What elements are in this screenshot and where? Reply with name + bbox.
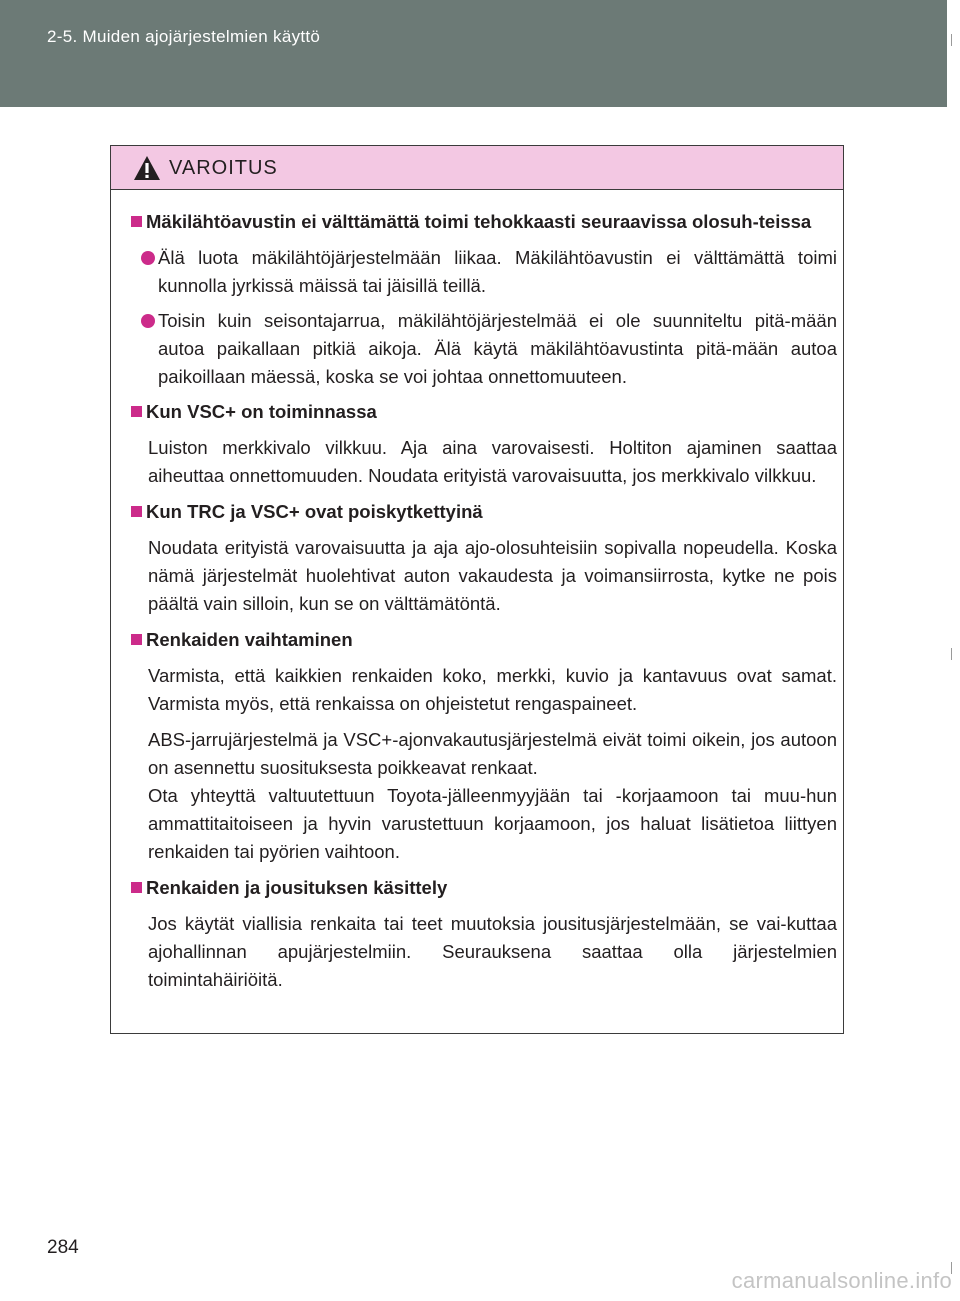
dot-bullet-icon	[141, 251, 155, 265]
section-heading	[131, 208, 837, 236]
section-hill-start-assist	[131, 208, 837, 391]
section-tire-replacement	[131, 626, 837, 866]
square-bullet-icon	[131, 882, 142, 893]
list-item	[141, 307, 837, 391]
page-number: 284	[47, 1237, 79, 1258]
section-heading	[131, 626, 837, 654]
section-tires-suspension	[131, 874, 837, 994]
square-bullet-icon	[131, 406, 142, 417]
section-title: 2-5. Muiden ajojärjestelmien käyttö	[47, 27, 321, 46]
warning-header	[111, 146, 843, 190]
paragraph: ABS-jarrujärjestelmä ja VSC+-ajonvakautusjärjestelmä eivät toimi oikein, jos autoon on asennettu suosituksesta poikkeavat renkaat.	[148, 729, 837, 778]
section-heading-text: Kun TRC ja VSC+ ovat poiskytkettyinä	[146, 501, 483, 522]
section-heading	[131, 874, 837, 902]
section-heading-text: Kun VSC+ on toiminnassa	[146, 401, 377, 422]
section-heading-text: Renkaiden ja jousituksen käsittely	[146, 877, 448, 898]
watermark: carmanualsonline.info	[731, 1268, 952, 1293]
bullet-text: Toisin kuin seisontajarrua, mäkilähtöjärjestelmää ei ole suunniteltu pitä-mään autoa paikallaan pitkiä aikoja. Älä käytä mäkilähtöavustinta pitä-mään autoa paikoillaan mäessä, koska se voi johtaa onnettomuuteen.	[158, 310, 837, 387]
paragraph: Varmista, että kaikkien renkaiden koko, merkki, kuvio ja kantavuus ovat samat. Varmista myös, että renkaissa on ohjeistetut rengaspaineet.	[148, 665, 837, 714]
edge-tick	[951, 648, 952, 660]
dot-bullet-icon	[141, 314, 155, 328]
section-heading	[131, 398, 837, 426]
paragraph: Luiston merkkivalo vilkkuu. Aja aina varovaisesti. Holtiton ajaminen saattaa aiheuttaa onnettomuuden. Noudata erityistä varovaisuutta, jos merkkivalo vilkkuu.	[148, 437, 837, 486]
warning-body	[111, 190, 843, 994]
section-vsc-active	[131, 398, 837, 490]
header-band	[0, 0, 947, 107]
warning-box	[110, 145, 844, 1034]
warning-title: VAROITUS	[169, 157, 278, 179]
square-bullet-icon	[131, 216, 142, 227]
paragraph: Noudata erityistä varovaisuutta ja aja ajo-olosuhteisiin sopivalla nopeudella. Koska nämä järjestelmät huolehtivat auton vakaudesta ja voimansiirrosta, kytke ne pois päältä vain silloin, kun se on välttämätöntä.	[148, 537, 837, 614]
paragraph: Jos käytät viallisia renkaita tai teet muutoksia jousitusjärjestelmään, se vai-kuttaa ajohallinnan apujärjestelmiin. Seurauksena saattaa olla järjestelmien toimintahäiriöitä.	[148, 913, 837, 990]
square-bullet-icon	[131, 634, 142, 645]
list-item	[141, 244, 837, 300]
bullet-text: Älä luota mäkilähtöjärjestelmään liikaa. Mäkilähtöavustin ei välttämättä toimi kunnolla jyrkissä mäissä tai jäisillä teillä.	[158, 247, 837, 296]
section-heading-text: Mäkilähtöavustin ei välttämättä toimi tehokkaasti seuraavissa olosuh-teissa	[146, 211, 812, 232]
section-heading-text: Renkaiden vaihtaminen	[146, 629, 353, 650]
edge-tick	[951, 34, 952, 46]
section-heading	[131, 498, 837, 526]
section-trc-vsc-off	[131, 498, 837, 618]
paragraph: Ota yhteyttä valtuutettuun Toyota-jälleenmyyjään tai -korjaamoon tai muu-hun ammattitaitoiseen ja hyvin varustettuun korjaamoon, jos haluat lisätietoa liittyen renkaiden tai pyörien vaihtoon.	[148, 785, 837, 862]
square-bullet-icon	[131, 506, 142, 517]
warning-triangle-icon	[133, 155, 161, 181]
